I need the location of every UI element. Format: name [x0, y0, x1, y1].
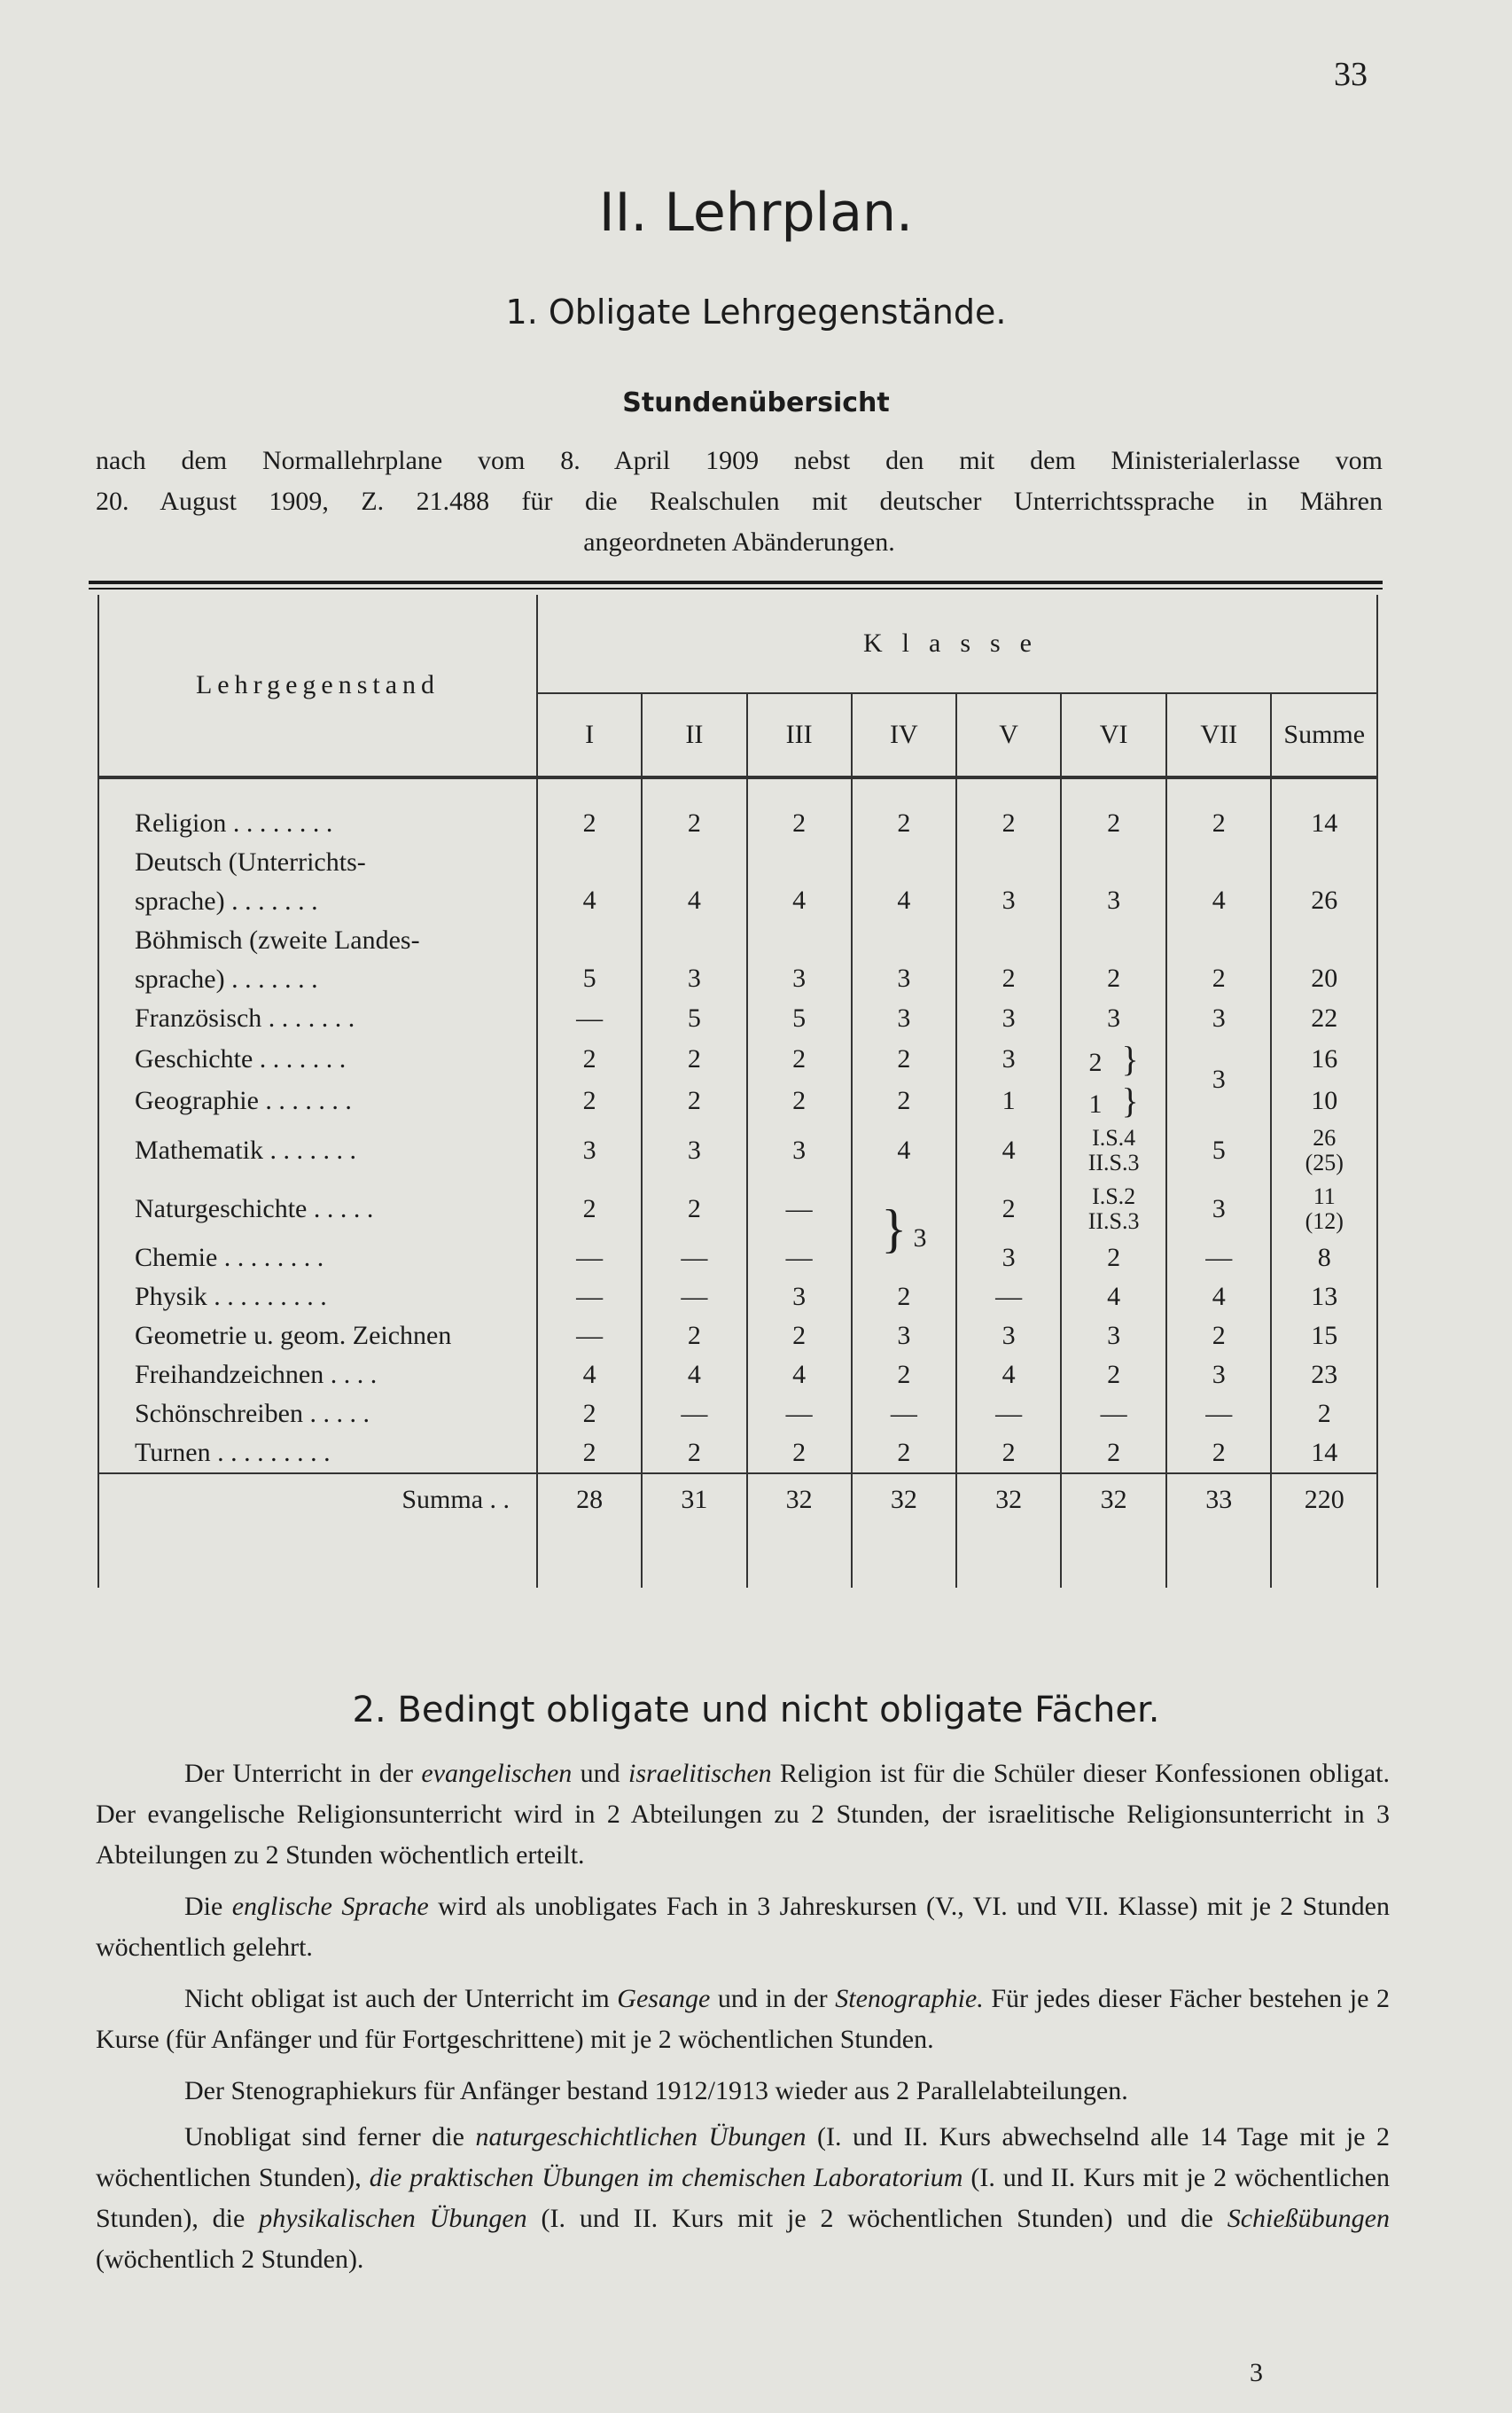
value-cell: 2 [852, 1355, 956, 1394]
text-run: Der Unterricht in der [184, 1759, 422, 1788]
value-cell: 2 [537, 1080, 642, 1121]
brace-value-cell [852, 1180, 956, 1277]
body-text [96, 1753, 1390, 2280]
text-run: Die [184, 1892, 232, 1921]
intro-line: nach dem Normallehrplane vom 8. April 1909 nebst den mit dem Ministerialerlasse vom [96, 446, 1383, 475]
sum-cell: 14 [1271, 804, 1377, 843]
value-cell: 2 [1166, 804, 1271, 843]
subject-cell: Freihandzeichnen . . . . [98, 1355, 537, 1394]
value-cell [1061, 1121, 1166, 1180]
text-run: Schießübungen [1227, 2204, 1390, 2233]
value-cell: 3 [852, 1316, 956, 1355]
header-col: III [747, 693, 852, 777]
value-cell: 2 [642, 1180, 746, 1238]
value-cell: 3 [1166, 999, 1271, 1038]
value-line: (25) [1305, 1150, 1344, 1175]
intro-line: angeordneten Abänderungen. [583, 527, 895, 557]
subject-cell: Religion . . . . . . . . [98, 804, 537, 843]
value-line: 11 [1313, 1183, 1336, 1209]
text-run: naturgeschichtlichen Übungen [475, 2122, 807, 2151]
subject-cell: Geschichte . . . . . . . [98, 1038, 537, 1080]
summa-cell: 32 [852, 1473, 956, 1526]
value-cell: 1 [956, 1080, 1061, 1121]
value-text: 2 [1088, 1048, 1103, 1077]
table-row [98, 1180, 1377, 1238]
value-cell: 2 [956, 921, 1061, 999]
table-row [98, 1433, 1377, 1473]
brace-icon: } [1121, 1081, 1139, 1121]
value-cell: 4 [1166, 843, 1271, 921]
sum-cell: 26 [1271, 843, 1377, 921]
value-cell: — [642, 1238, 746, 1277]
value-cell: 2 [852, 1080, 956, 1121]
text-run: israelitischen [628, 1759, 772, 1788]
value-cell: 2 [1061, 1238, 1166, 1277]
value-line: II.S.3 [1087, 1208, 1140, 1234]
text-run: (wöchentlich 2 Stunden). [96, 2245, 364, 2274]
paragraph: Der Stenographiekurs für Anfänger bestand 1912/1913 wieder aus 2 Parallelabteilungen. [184, 2076, 1128, 2105]
lehrplan-table [97, 595, 1378, 1588]
value-cell: 4 [642, 843, 746, 921]
value-text: 1 [1088, 1089, 1103, 1119]
paragraph [96, 1753, 1390, 1876]
header-klasse: Klasse [537, 595, 1377, 693]
section1-title: 1. Obligate Lehrgegenstände. [505, 293, 1007, 332]
section2-title: 2. Bedingt obligate und nicht obligate Fächer. [352, 1690, 1160, 1730]
table-row [98, 1038, 1377, 1080]
value-cell: 2 [1166, 921, 1271, 999]
sum-cell: 2 [1271, 1394, 1377, 1433]
subject-cell: Geometrie u. geom. Zeichnen [98, 1316, 537, 1355]
subject-cell: Physik . . . . . . . . . [98, 1277, 537, 1316]
value-cell: 2 [1061, 1355, 1166, 1394]
text-run: Für jedes dieser Fächer bestehen je 2 Kurse (für Anfänger und für Fortgeschrittene) mit je 2 wöchentlichen Stunden. [96, 1984, 1391, 2054]
value-cell: 3 [956, 1038, 1061, 1080]
header-col: I [537, 693, 642, 777]
text-run: evangelischen [421, 1759, 573, 1788]
value-cell: 3 [852, 921, 956, 999]
text-run: Religion ist für die Schüler dieser Konfessionen obligat. Der evangelische Religionsunterricht wird in 2 Abteilungen zu 2 Stunden, der israelitische Religionsunterricht in 3 Abteilungen zu 2 Stunden wöchentlich erteilt. [96, 1759, 1390, 1870]
value-cell: 3 [956, 1238, 1061, 1277]
header-col: V [956, 693, 1061, 777]
value-cell: 2 [642, 804, 746, 843]
value-line: 26 [1313, 1125, 1337, 1151]
sum-cell: 10 [1271, 1080, 1377, 1121]
text-run: (I. und II. Kurs mit je 2 wöchentlichen Stunden), die [96, 2163, 1390, 2233]
sum-cell [1271, 1121, 1377, 1180]
value-cell: — [1166, 1394, 1271, 1433]
text-run: Gesange [617, 1984, 711, 2013]
summa-cell: 28 [537, 1473, 642, 1526]
value-cell: 2 [642, 1316, 746, 1355]
value-cell: 3 [1166, 1180, 1271, 1238]
header-col: VII [1166, 693, 1271, 777]
brace-icon: } [1121, 1039, 1139, 1079]
subject-cell: Turnen . . . . . . . . . [98, 1433, 537, 1473]
value-cell: — [747, 1394, 852, 1433]
value-cell: 5 [537, 921, 642, 999]
value-cell: 3 [956, 999, 1061, 1038]
value-cell: 2 [1166, 1433, 1271, 1473]
text-run: und [572, 1759, 629, 1788]
value-cell: 4 [956, 1355, 1061, 1394]
sum-cell: 8 [1271, 1238, 1377, 1277]
value-cell: 4 [642, 1355, 746, 1394]
value-cell: — [642, 1277, 746, 1316]
text-run: (I. und II. Kurs mit je 2 wöchentlichen Stunden) und die [526, 2204, 1228, 2233]
value-cell: 3 [747, 921, 852, 999]
header-col: II [642, 693, 746, 777]
subject-line: Böhmisch (zweite Landes- [135, 925, 420, 955]
subject-cell [98, 843, 537, 921]
subject-cell: Französisch . . . . . . . [98, 999, 537, 1038]
table-row [98, 843, 1377, 921]
subject-cell: Naturgeschichte . . . . . [98, 1180, 537, 1238]
summa-cell: 32 [956, 1473, 1061, 1526]
table-row [98, 999, 1377, 1038]
table-row [98, 1355, 1377, 1394]
subject-line: sprache) . . . . . . . [135, 964, 318, 994]
value-cell: 3 [747, 1121, 852, 1180]
value-cell: 2 [642, 1433, 746, 1473]
value-cell: 4 [852, 843, 956, 921]
brace-value-cell: 3 [1166, 1038, 1271, 1121]
subject-cell: Chemie . . . . . . . . [98, 1238, 537, 1277]
value-cell: 4 [852, 1121, 956, 1180]
sum-cell [1271, 1180, 1377, 1238]
lehrplan-table-container [89, 581, 1383, 1636]
value-cell: 4 [537, 843, 642, 921]
table-row [98, 1277, 1377, 1316]
sum-cell: 22 [1271, 999, 1377, 1038]
value-cell: 2 [537, 1180, 642, 1238]
rule-top-thin [89, 588, 1383, 590]
footer-signature-number: 3 [1250, 2358, 1263, 2387]
value-cell: 3 [1061, 843, 1166, 921]
intro-line: 20. August 1909, Z. 21.488 für die Realschulen mit deutscher Unterrichtssprache in Mähren [96, 487, 1383, 516]
text-run: Nicht obligat ist auch der Unterricht im [184, 1984, 618, 2013]
subject-cell: Geographie . . . . . . . [98, 1080, 537, 1121]
table-heading: Stundenübersicht [622, 387, 890, 418]
paragraph [96, 2117, 1390, 2280]
value-cell: 2 [537, 804, 642, 843]
value-cell: — [642, 1394, 746, 1433]
value-cell: 2 [642, 1080, 746, 1121]
value-cell: 3 [1061, 999, 1166, 1038]
value-cell: — [537, 1277, 642, 1316]
table-row [98, 921, 1377, 999]
value-cell: 3 [852, 999, 956, 1038]
value-cell: — [852, 1394, 956, 1433]
text-run: und in der [710, 1984, 836, 2013]
sum-cell: 20 [1271, 921, 1377, 999]
value-cell: 4 [1061, 1277, 1166, 1316]
value-cell [1061, 1080, 1166, 1121]
subject-cell: Mathematik . . . . . . . [98, 1121, 537, 1180]
value-line: (12) [1305, 1208, 1344, 1234]
value-cell: 5 [747, 999, 852, 1038]
value-cell: 5 [1166, 1121, 1271, 1180]
value-cell: 2 [956, 804, 1061, 843]
header-lehrgegenstand: Lehrgegenstand [98, 595, 537, 777]
value-cell: 3 [956, 1316, 1061, 1355]
value-cell: 5 [642, 999, 746, 1038]
sum-cell: 23 [1271, 1355, 1377, 1394]
sum-cell: 15 [1271, 1316, 1377, 1355]
paragraph [96, 1979, 1390, 2060]
summa-cell: 220 [1271, 1473, 1377, 1526]
header-col: IV [852, 693, 956, 777]
value-cell: — [956, 1394, 1061, 1433]
value-cell: 2 [747, 1038, 852, 1080]
value-cell: 4 [537, 1355, 642, 1394]
value-cell: 2 [1061, 921, 1166, 999]
table-row [98, 1238, 1377, 1277]
text-run: englische Sprache [231, 1892, 429, 1921]
value-cell: 2 [956, 1433, 1061, 1473]
value-cell: 3 [747, 1277, 852, 1316]
subject-cell [98, 921, 537, 999]
value-cell: 2 [852, 1277, 956, 1316]
value-cell: 3 [1166, 1355, 1271, 1394]
value-cell: 2 [747, 804, 852, 843]
text-run: (I. und II. Kurs abwechselnd alle 14 Tage mit je 2 wöchentlichen Stunden), [96, 2122, 1391, 2192]
value-cell: — [747, 1238, 852, 1277]
separator-row [98, 777, 1377, 804]
text-run: wird als unobligates Fach in 3 Jahreskursen (V., VI. und VII. Klasse) mit je 2 Stunden wöchentlich gelehrt. [96, 1892, 1390, 1962]
subject-line: Deutsch (Unterrichts- [135, 847, 366, 877]
value-cell: — [1166, 1238, 1271, 1277]
value-cell: 2 [852, 1433, 956, 1473]
text-run: Unobligat sind ferner die [184, 2122, 476, 2151]
value-cell: 2 [642, 1038, 746, 1080]
subject-cell: Schönschreiben . . . . . [98, 1394, 537, 1433]
value-cell [1061, 1038, 1166, 1080]
value-cell: 3 [537, 1121, 642, 1180]
value-cell: 3 [956, 843, 1061, 921]
rule-top [89, 581, 1383, 584]
text-run: die praktischen Übungen im chemischen Laboratorium [369, 2163, 963, 2192]
table-row [98, 804, 1377, 843]
summa-label: Summa . . [98, 1473, 537, 1526]
value-cell: — [537, 1316, 642, 1355]
summa-cell: 32 [1061, 1473, 1166, 1526]
table-row [98, 1121, 1377, 1180]
summa-cell: 32 [747, 1473, 852, 1526]
table-row [98, 1316, 1377, 1355]
value-cell: 2 [1061, 804, 1166, 843]
value-cell: — [956, 1277, 1061, 1316]
value-cell: 2 [537, 1433, 642, 1473]
table-row [98, 1394, 1377, 1433]
value-line: I.S.4 [1092, 1125, 1136, 1151]
value-cell: 2 [1166, 1316, 1271, 1355]
value-cell: — [537, 1238, 642, 1277]
sum-cell: 13 [1271, 1277, 1377, 1316]
value-cell: 2 [747, 1433, 852, 1473]
value-cell: 2 [852, 804, 956, 843]
value-cell: 2 [537, 1394, 642, 1433]
sum-cell: 16 [1271, 1038, 1377, 1080]
summa-row [98, 1473, 1377, 1526]
header-col: VI [1061, 693, 1166, 777]
value-cell: 2 [852, 1038, 956, 1080]
text-run: Stenographie. [835, 1984, 984, 2013]
page-title: II. Lehrplan. [598, 182, 914, 244]
paragraph [96, 1886, 1390, 1968]
value-cell: 3 [642, 921, 746, 999]
header-summe: Summe [1271, 693, 1377, 777]
value-cell: 4 [747, 1355, 852, 1394]
intro-text [96, 441, 1383, 563]
summa-cell: 33 [1166, 1473, 1271, 1526]
text-run: physikalischen Übungen [259, 2204, 527, 2233]
page-number: 33 [1334, 56, 1368, 93]
value-cell: — [747, 1180, 852, 1238]
value-cell: 3 [1061, 1316, 1166, 1355]
brace-icon: } [881, 1199, 908, 1258]
value-cell: 4 [956, 1121, 1061, 1180]
value-cell: 2 [1061, 1433, 1166, 1473]
value-cell: 2 [747, 1080, 852, 1121]
value-cell: 4 [747, 843, 852, 921]
value-line: II.S.3 [1087, 1150, 1140, 1175]
value-cell: 2 [537, 1038, 642, 1080]
value-cell: — [1061, 1394, 1166, 1433]
summa-cell: 31 [642, 1473, 746, 1526]
sum-cell: 14 [1271, 1433, 1377, 1473]
value-text: 3 [913, 1222, 927, 1253]
value-cell: 3 [642, 1121, 746, 1180]
value-cell: 2 [956, 1180, 1061, 1238]
value-cell: — [537, 999, 642, 1038]
subject-line: sprache) . . . . . . . [135, 886, 318, 916]
value-cell: 2 [747, 1316, 852, 1355]
table-bottom-space [98, 1526, 1377, 1588]
value-line: I.S.2 [1092, 1183, 1136, 1209]
value-cell [1061, 1180, 1166, 1238]
value-cell: 4 [1166, 1277, 1271, 1316]
